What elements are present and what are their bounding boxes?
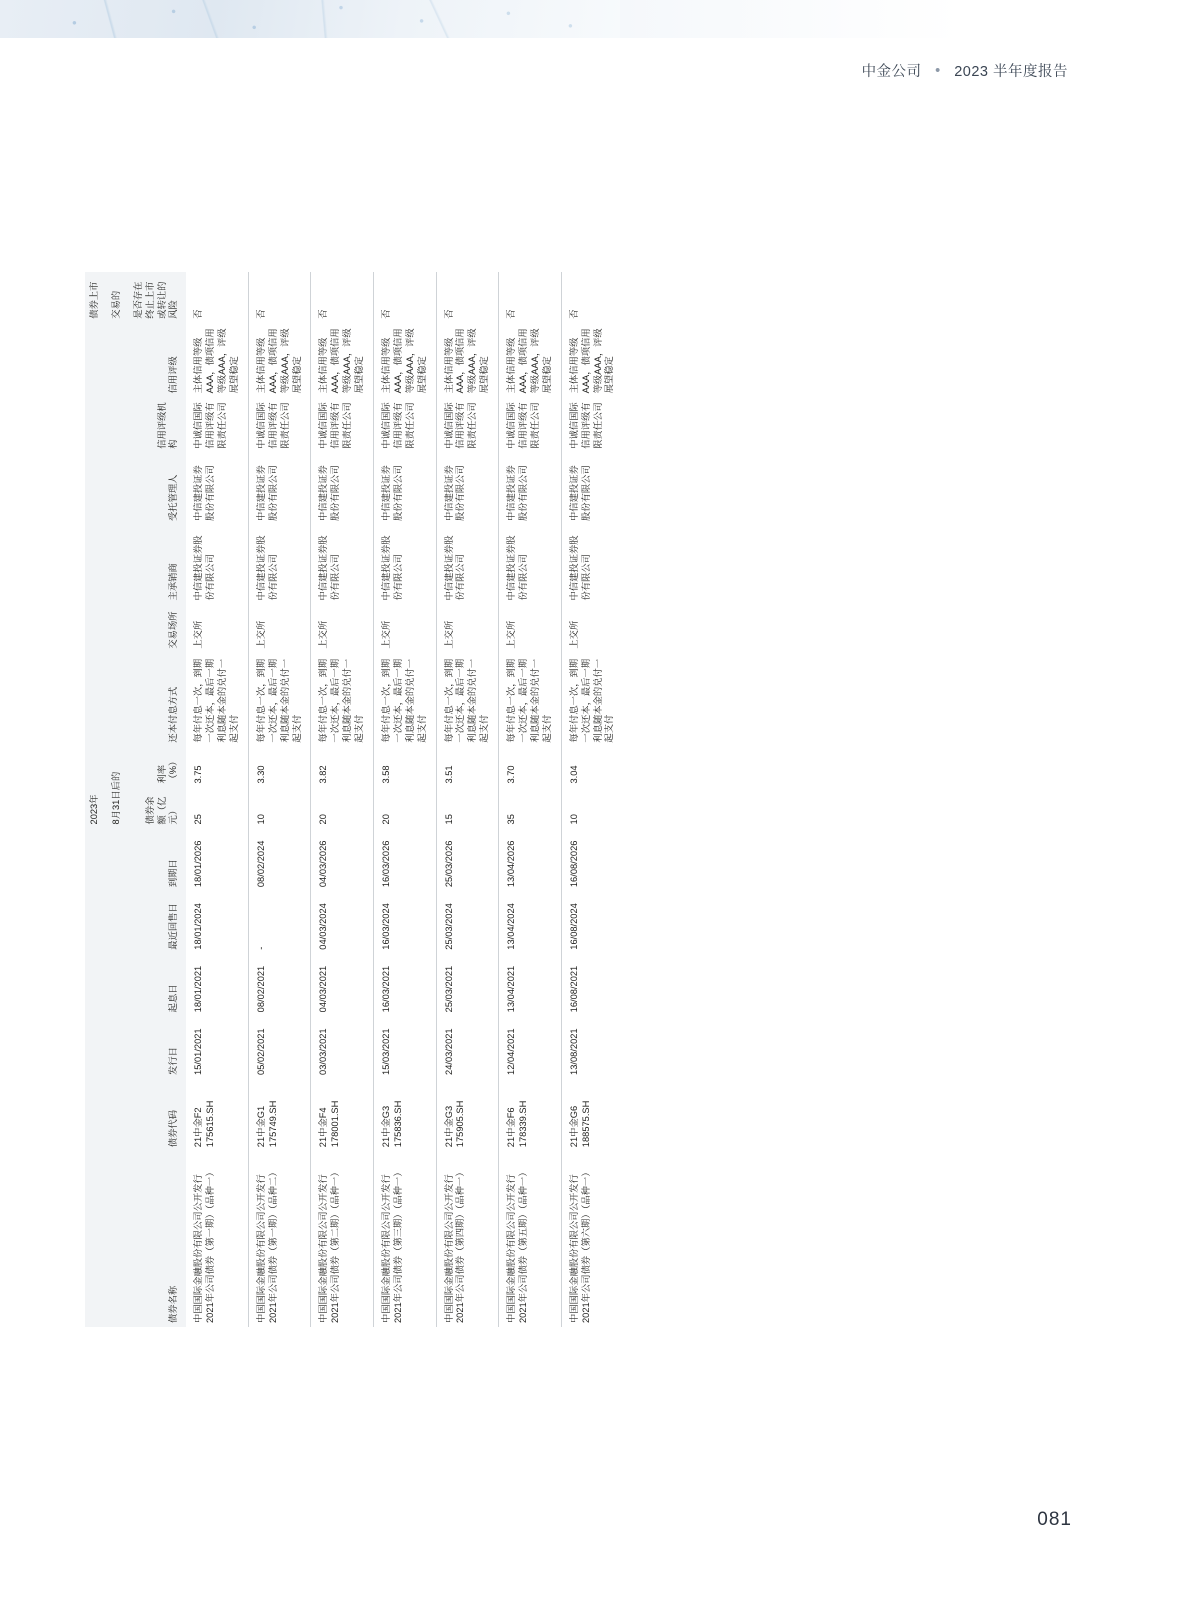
cell-due-date: 08/02/2024 [248, 828, 311, 891]
rotated-table-area [85, 272, 830, 1327]
cell-repayment-method: 每年付息一次，到期一次还本，最后一期利息随本金的兑付一起支付 [374, 653, 437, 747]
cell-credit-rating: 主体信用等级AAA，债项信用等级AAA，评级展望稳定 [374, 323, 437, 398]
header-separator: • [935, 63, 941, 79]
cell-lead-underwriter: 中信建投证券股份有限公司 [248, 525, 311, 604]
cell-bond-code [186, 1079, 248, 1151]
cell-issue-date: 15/03/2021 [374, 1016, 437, 1079]
cell-start-date: 16/03/2021 [374, 954, 437, 1017]
bond-code-full: 175836.SH [392, 1100, 403, 1148]
group-subheader-spacer [107, 828, 129, 1327]
header-report-title: 2023 半年度报告 [954, 64, 1068, 80]
cell-bond-code [311, 1079, 374, 1151]
cell-bond-code [499, 1079, 562, 1151]
cell-bond-trustee: 中信建投证券股份有限公司 [311, 453, 374, 525]
cell-bond-balance: 15 [436, 788, 499, 829]
cell-interest-rate: 3.30 [248, 747, 311, 788]
cell-lead-underwriter: 中信建投证券股份有限公司 [193, 535, 216, 601]
group-subheader-date: 8月31日后的 [110, 771, 121, 825]
cell-last-payment-date: 16/03/2024 [374, 891, 437, 954]
cell-credit-rating: 主体信用等级AAA，债项信用等级AAA，评级展望稳定 [248, 323, 311, 398]
cell-last-payment-date: 25/03/2024 [436, 891, 499, 954]
bond-table-body [186, 272, 623, 1327]
cell-interest-rate: 3.82 [311, 747, 374, 788]
cell-trading-venue: 上交所 [436, 604, 499, 652]
bond-details-table [85, 272, 623, 1327]
cell-bond-trustee: 中信建投证券股份有限公司 [248, 453, 311, 525]
cell-due-date: 18/01/2026 [193, 840, 204, 888]
bond-code-full: 175749.SH [267, 1100, 278, 1148]
cell-repayment-method: 每年付息一次，到期一次还本，最后一期利息随本金的兑付一起支付 [561, 653, 623, 747]
cell-lead-underwriter: 中信建投证券股份有限公司 [311, 525, 374, 604]
cell-bond-name: 中国国际金融股份有限公司公开发行2021年公司债券（第二期）（品种一） [311, 1151, 374, 1327]
cell-last-payment-date: 13/04/2024 [499, 891, 562, 954]
col-header-credit-agency: 信用评级机构 [156, 402, 179, 449]
cell-credit-rating-agency: 中诚信国际信用评级有限责任公司 [311, 397, 374, 452]
col-header-risk: 是否存在终止上市或转让的风险 [132, 281, 179, 319]
cell-last-payment-date: - [248, 891, 311, 954]
cell-due-date: 25/03/2026 [436, 828, 499, 891]
cell-bond-trustee: 中信建投证券股份有限公司 [436, 453, 499, 525]
cell-start-date: 18/01/2021 [193, 965, 204, 1013]
cell-bond-code [436, 1079, 499, 1151]
col-header-trustee: 受托管理人 [168, 474, 179, 522]
cell-issue-date: 03/03/2021 [311, 1016, 374, 1079]
cell-interest-rate: 3.58 [374, 747, 437, 788]
cell-trading-venue: 上交所 [374, 604, 437, 652]
group-header-spacer [85, 828, 107, 1327]
bond-code-full: 178339.SH [518, 1100, 529, 1148]
cell-delisting-risk: 否 [248, 272, 311, 323]
cell-bond-balance: 20 [311, 788, 374, 829]
header-company: 中金公司 [861, 64, 922, 80]
cell-credit-rating-agency: 中诚信国际信用评级有限责任公司 [436, 397, 499, 452]
cell-bond-trustee: 中信建投证券股份有限公司 [193, 465, 216, 522]
col-header-venue: 交易场所 [168, 611, 179, 649]
cell-issue-date: 05/02/2021 [248, 1016, 311, 1079]
col-header-name: 债券名称 [168, 1285, 179, 1323]
group-header-spacer-2 [85, 453, 107, 747]
cell-trading-venue: 上交所 [311, 604, 374, 652]
cell-bond-balance: 10 [248, 788, 311, 829]
cell-delisting-risk: 否 [499, 272, 562, 323]
cell-trading-venue: 上交所 [193, 620, 204, 649]
cell-bond-trustee: 中信建投证券股份有限公司 [561, 453, 623, 525]
group-header-spacer-3 [85, 323, 107, 453]
cell-delisting-risk: 否 [193, 309, 204, 319]
decorative-header-band [0, 0, 620, 38]
cell-due-date: 16/03/2026 [374, 828, 437, 891]
cell-repayment-method: 每年付息一次，到期一次还本，最后一期利息随本金的兑付一起支付 [499, 653, 562, 747]
col-header-last-payment: 最近回售日 [168, 903, 179, 950]
cell-issue-date: 12/04/2021 [499, 1016, 562, 1079]
cell-credit-rating-agency: 中诚信国际信用评级有限责任公司 [248, 397, 311, 452]
group-subheader-spacer-2 [107, 453, 129, 747]
cell-bond-name: 中国国际金融股份有限公司公开发行2021年公司债券（第一期）（品种二） [248, 1151, 311, 1327]
cell-bond-code [561, 1079, 623, 1151]
page-number: 081 [1037, 1509, 1072, 1530]
bond-code-full: 188575.SH [580, 1100, 591, 1148]
cell-start-date: 16/08/2021 [561, 954, 623, 1017]
bond-code-short: 21中金G3 [381, 1105, 392, 1148]
cell-repayment-method: 每年付息一次，到期一次还本，最后一期利息随本金的兑付一起支付 [193, 658, 240, 743]
cell-trading-venue: 上交所 [561, 604, 623, 652]
col-header-code: 债券代码 [168, 1109, 179, 1148]
col-header-rating: 信用评级 [168, 356, 179, 394]
cell-credit-rating-agency: 中诚信国际信用评级有限责任公司 [499, 397, 562, 452]
cell-repayment-method: 每年付息一次，到期一次还本，最后一期利息随本金的兑付一起支付 [436, 653, 499, 747]
cell-credit-rating-agency: 中诚信国际信用评级有限责任公司 [374, 397, 437, 452]
bond-code-short: 21中金G3 [443, 1105, 454, 1148]
cell-bond-name: 中国国际金融股份有限公司公开发行2021年公司债券（第四期）（品种一） [436, 1151, 499, 1327]
cell-interest-rate: 3.70 [499, 747, 562, 788]
col-header-repayment: 还本付息方式 [168, 686, 179, 743]
cell-trading-venue: 上交所 [499, 604, 562, 652]
cell-due-date: 16/08/2026 [561, 828, 623, 891]
table-row [311, 272, 374, 1327]
bond-code-short: 21中金G6 [568, 1105, 579, 1148]
cell-delisting-risk: 否 [374, 272, 437, 323]
cell-bond-balance: 35 [499, 788, 562, 829]
bond-code-short: 21中金F2 [193, 1107, 204, 1148]
table-row [499, 272, 562, 1327]
table-row [436, 272, 499, 1327]
col-header-start-date: 起息日 [168, 984, 179, 1013]
cell-last-payment-date: 18/01/2024 [193, 903, 204, 950]
table-row [561, 272, 623, 1327]
cell-bond-code [374, 1079, 437, 1151]
cell-bond-trustee: 中信建投证券股份有限公司 [499, 453, 562, 525]
cell-start-date: 25/03/2021 [436, 954, 499, 1017]
cell-bond-balance: 25 [193, 814, 204, 825]
cell-bond-trustee: 中信建投证券股份有限公司 [374, 453, 437, 525]
cell-delisting-risk: 否 [561, 272, 623, 323]
cell-credit-rating: 主体信用等级AAA，债项信用等级AAA，评级展望稳定 [311, 323, 374, 398]
cell-bond-balance: 20 [374, 788, 437, 829]
cell-lead-underwriter: 中信建投证券股份有限公司 [561, 525, 623, 604]
cell-last-payment-date: 04/03/2024 [311, 891, 374, 954]
col-header-issue-date: 发行日 [168, 1047, 179, 1075]
cell-bond-name: 中国国际金融股份有限公司公开发行2021年公司债券（第三期）（品种一） [374, 1151, 437, 1327]
table-row [248, 272, 311, 1327]
cell-repayment-method: 每年付息一次，到期一次还本，最后一期利息随本金的兑付一起支付 [248, 653, 311, 747]
cell-credit-rating: 主体信用等级AAA，债项信用等级AAA，评级展望稳定 [499, 323, 562, 398]
group-header-credit: 债券上市 [89, 281, 99, 319]
cell-repayment-method: 每年付息一次，到期一次还本，最后一期利息随本金的兑付一起支付 [311, 653, 374, 747]
cell-delisting-risk: 否 [436, 272, 499, 323]
cell-due-date: 04/03/2026 [311, 828, 374, 891]
col-header-underwriter: 主承销商 [168, 563, 179, 601]
cell-delisting-risk: 否 [311, 272, 374, 323]
decorative-header-band-right [620, 0, 1190, 38]
cell-start-date: 13/04/2021 [499, 954, 562, 1017]
cell-credit-rating: 主体信用等级AAA，债项信用等级AAA，评级展望稳定 [436, 323, 499, 398]
cell-start-date: 04/03/2021 [311, 954, 374, 1017]
cell-issue-date: 13/08/2021 [561, 1016, 623, 1079]
group-subheader-spacer-3 [107, 323, 129, 453]
bond-code-short: 21中金F6 [506, 1107, 517, 1148]
bond-code-full: 175905.SH [455, 1100, 466, 1148]
col-header-due-date: 到期日 [168, 859, 179, 888]
cell-bond-name: 中国国际金融股份有限公司公开发行2021年公司债券（第一期）（品种一） [193, 1167, 216, 1323]
table-row [186, 272, 248, 1327]
cell-bond-code [248, 1079, 311, 1151]
cell-interest-rate: 3.51 [436, 747, 499, 788]
cell-issue-date: 24/03/2021 [436, 1016, 499, 1079]
cell-lead-underwriter: 中信建投证券股份有限公司 [499, 525, 562, 604]
bond-code-short: 21中金G1 [255, 1105, 266, 1148]
cell-credit-rating-agency: 中诚信国际信用评级有限责任公司 [193, 402, 228, 449]
cell-trading-venue: 上交所 [248, 604, 311, 652]
group-subheader-credit: 交易的 [110, 290, 121, 319]
cell-bond-balance: 10 [561, 788, 623, 829]
group-header-date: 2023年 [89, 794, 99, 825]
bond-code-full: 175615.SH [205, 1100, 216, 1148]
cell-lead-underwriter: 中信建投证券股份有限公司 [374, 525, 437, 604]
bond-code-short: 21中金F4 [318, 1107, 329, 1148]
cell-last-payment-date: 16/08/2024 [561, 891, 623, 954]
bond-code-full: 178001.SH [330, 1100, 341, 1148]
running-header [862, 60, 1068, 81]
col-header-rate: 利率（%） [156, 756, 179, 784]
cell-credit-rating-agency: 中诚信国际信用评级有限责任公司 [561, 397, 623, 452]
cell-interest-rate: 3.75 [193, 765, 204, 784]
cell-bond-name: 中国国际金融股份有限公司公开发行2021年公司债券（第五期）（品种一） [499, 1151, 562, 1327]
cell-credit-rating: 主体信用等级AAA，债项信用等级AAA，评级展望稳定 [193, 328, 240, 394]
table-row [374, 272, 437, 1327]
cell-credit-rating: 主体信用等级AAA，债项信用等级AAA，评级展望稳定 [561, 323, 623, 398]
cell-lead-underwriter: 中信建投证券股份有限公司 [436, 525, 499, 604]
cell-due-date: 13/04/2026 [499, 828, 562, 891]
col-header-term: 债券余额（亿元） [144, 796, 179, 825]
cell-bond-name: 中国国际金融股份有限公司公开发行2021年公司债券（第六期）（品种一） [561, 1151, 623, 1327]
cell-issue-date: 15/01/2021 [193, 1028, 204, 1075]
cell-interest-rate: 3.04 [561, 747, 623, 788]
cell-start-date: 08/02/2021 [248, 954, 311, 1017]
